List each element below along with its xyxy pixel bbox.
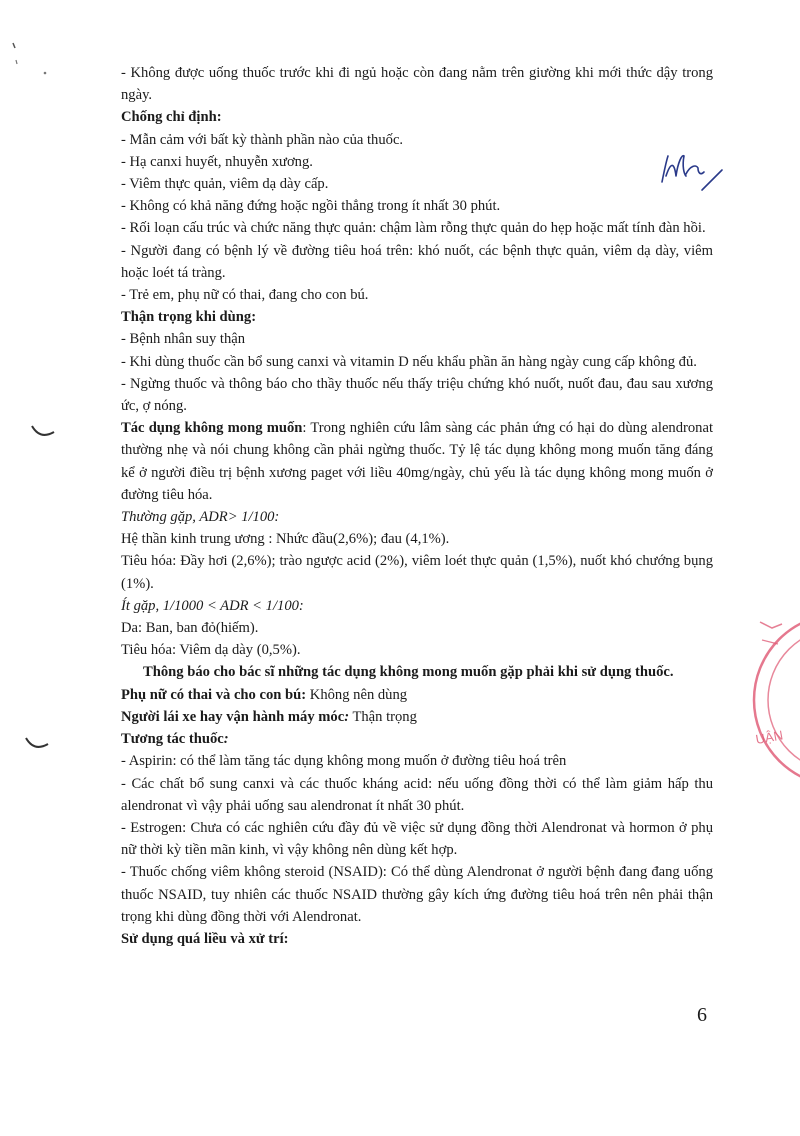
text-run: Chống chỉ định: xyxy=(121,109,222,126)
text-run: - Bệnh nhân suy thận xyxy=(121,331,246,348)
paragraph xyxy=(121,306,713,328)
text-run: Thận trọng khi dùng: xyxy=(121,309,257,326)
text-run: - Người đang có bệnh lý về đường tiêu hoá trên: khó nuốt, các bệnh thực quản, viêm dạ dày, viêm hoặc loét tá tràng. xyxy=(121,242,713,281)
paragraph xyxy=(121,417,713,506)
paragraph xyxy=(121,817,713,861)
paragraph xyxy=(121,928,713,950)
paragraph xyxy=(121,129,713,151)
scan-mark xyxy=(40,68,50,78)
stamp-text: UẬN xyxy=(754,727,785,748)
paragraph xyxy=(121,328,713,350)
paragraph xyxy=(121,684,713,706)
text-run: Da: Ban, ban đỏ(hiếm). xyxy=(121,620,259,637)
text-run: - Ngừng thuốc và thông báo cho thầy thuốc nếu thấy triệu chứng khó nuốt, nuốt đau, đau sau xương ức, ợ nóng. xyxy=(121,375,713,415)
text-run: - Không được uống thuốc trước khi đi ngủ hoặc còn đang nằm trên giường khi mới thức dậy trong ngày. xyxy=(121,65,713,104)
text-run: Ít gặp, 1/1000 < ADR < 1/100: xyxy=(121,597,304,614)
paragraph xyxy=(121,506,713,528)
text-run: Tiêu hóa: Viêm dạ dày (0,5%). xyxy=(121,642,301,659)
paragraph xyxy=(121,195,713,217)
paragraph xyxy=(121,151,713,173)
paragraph xyxy=(121,173,713,195)
paragraph xyxy=(121,617,713,639)
paragraph xyxy=(121,639,713,661)
text-run: - Estrogen: Chưa có các nghiên cứu đầy đủ về việc sử dụng đồng thời Alendronat và hormon ở phụ nữ thời kỳ tiền mãn kinh, vì vậy không nên dùng kết hợp. xyxy=(121,819,713,859)
bold-text: Tương tác thuốc xyxy=(121,731,224,748)
paragraph xyxy=(121,528,713,550)
text-run: Thông báo cho bác sĩ những tác dụng không mong muốn gặp phải khi sử dụng thuốc. xyxy=(143,664,674,681)
scan-mark xyxy=(10,40,24,70)
text-run: Hệ thần kinh trung ương : Nhức đầu(2,6%); đau (4,1%). xyxy=(121,531,450,548)
page-number: 6 xyxy=(697,1004,707,1026)
paragraph xyxy=(121,373,713,417)
text-run: - Trẻ em, phụ nữ có thai, đang cho con bú. xyxy=(121,287,369,304)
bold-text: : xyxy=(344,708,350,725)
text-run: - Viêm thực quản, viêm dạ dày cấp. xyxy=(121,176,329,193)
text-run: Tiêu hóa: Đầy hơi (2,6%); trào ngược acid (2%), viêm loét thực quản (1,5%), nuốt khó chướng bụng (1%). xyxy=(121,553,713,592)
bold-text: : xyxy=(223,731,229,748)
text-run: Không nên dùng xyxy=(306,686,408,703)
paragraph xyxy=(121,550,713,594)
paragraph xyxy=(121,661,713,683)
document-body xyxy=(121,62,713,950)
paragraph xyxy=(121,861,713,928)
text-run: - Không có khả năng đứng hoặc ngồi thẳng trong ít nhất 30 phút. xyxy=(121,198,501,215)
text-run: - Khi dùng thuốc cần bổ sung canxi và vitamin D nếu khẩu phần ăn hàng ngày cung cấp không đủ. xyxy=(121,353,697,370)
text-run: - Rối loạn cấu trúc và chức năng thực quản: chậm làm rỗng thực quản do hẹp hoặc mất tính đàn hồi. xyxy=(121,220,706,237)
paragraph xyxy=(121,217,713,239)
paragraph xyxy=(121,706,713,728)
text-run: Thường gặp, ADR> 1/100: xyxy=(121,509,280,526)
text-run: - Hạ canxi huyết, nhuyễn xương. xyxy=(121,153,313,170)
text-run: - Mẫn cảm với bất kỳ thành phần nào của thuốc. xyxy=(121,131,404,148)
text-run: Thận trọng xyxy=(349,708,417,725)
paragraph xyxy=(121,773,713,817)
text-run: - Các chất bổ sung canxi và các thuốc kháng acid: nếu uống đồng thời có thể làm giảm hấp thu alendronat vì vậy phải uống sau alendronat ít nhất 30 phút. xyxy=(121,775,713,814)
paragraph xyxy=(121,351,713,373)
stamp xyxy=(748,610,800,790)
paragraph xyxy=(121,284,713,306)
text-run: Sử dụng quá liều và xử trí: xyxy=(121,930,289,947)
paragraph xyxy=(121,728,713,750)
text-run: : Trong nghiên cứu lâm sàng các phản ứng có hại do dùng alendronat thường nhẹ và nói chung không cần phải ngừng thuốc. Tỷ lệ tác dụng không mong muốn tăng đáng kể ở người điều trị bệnh xương paget với liều 40mg/ngày, chủ yếu là tác dụng không mong muốn ở đường tiêu hóa. xyxy=(121,420,714,503)
paragraph xyxy=(121,62,713,106)
paragraph xyxy=(121,106,713,128)
bold-text: Người lái xe hay vận hành máy móc xyxy=(121,708,345,725)
paragraph xyxy=(121,750,713,772)
text-run: - Thuốc chống viêm không steroid (NSAID): Có thể dùng Alendronat ở người bệnh đang đang uống thuốc NSAID, tuy nhiên các thuốc NSAID thường gây kích ứng đường tiêu hoá trên nên phải thận trọng khi dùng đồng thời với Alendronat. xyxy=(121,864,713,925)
bold-text: Phụ nữ có thai và cho con bú: xyxy=(121,686,307,703)
bold-text: Tác dụng không mong muốn xyxy=(121,420,303,437)
punch-hole-mark xyxy=(22,732,52,756)
paragraph xyxy=(121,595,713,617)
punch-hole-mark xyxy=(28,420,58,444)
paragraph xyxy=(121,240,713,284)
text-run: - Aspirin: có thể làm tăng tác dụng không mong muốn ở đường tiêu hoá trên xyxy=(121,753,567,770)
